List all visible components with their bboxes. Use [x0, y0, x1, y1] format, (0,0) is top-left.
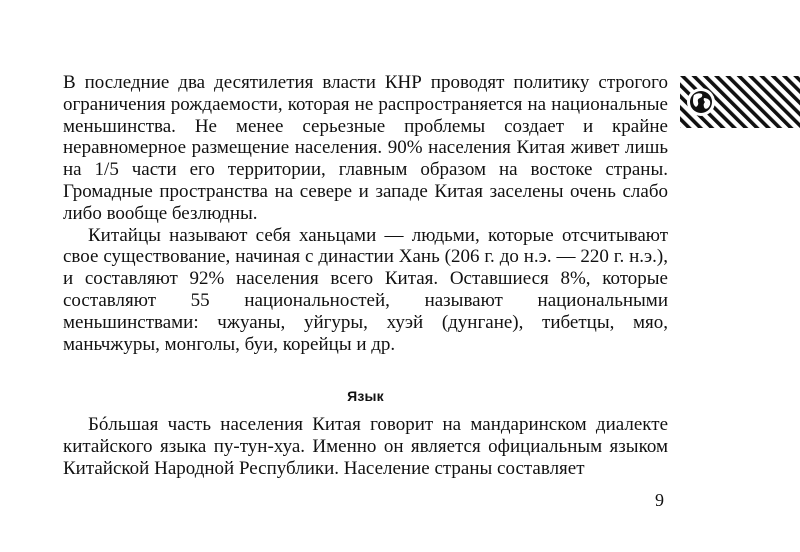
- hatched-stripe-icon: [680, 76, 800, 128]
- paragraph-birth-policy: В последние два десятилетия власти КНР проводят политику строгого ограничения рождаемости, которая не распространяется на национальные меньшинства. Не менее серьезные проблемы создает и крайне неравномерное размещение населения. 90% населения Китая живет лишь на 1/5 части его территории, главным образом на востоке страны. Громадные пространства на севере и западе Китая заселены очень слабо либо вообще безлюдны.: [63, 72, 668, 224]
- paragraph-language: Бóльшая часть населения Китая говорит на мандаринском диалекте китайского языка пу-тун-хуа. Именно он является официальным языком Китайской Народной Республики. Население страны составляет: [63, 414, 668, 479]
- page-number: 9: [655, 490, 664, 510]
- body-text-top: [63, 72, 668, 355]
- globe-icon: [687, 88, 715, 116]
- chapter-side-marker: [680, 76, 800, 128]
- section-heading-language: Язык: [347, 388, 384, 404]
- body-text-bottom: [63, 414, 668, 479]
- paragraph-han-chinese: Китайцы называют себя ханьцами — людьми, которые отсчитывают свое существование, начиная с династии Хань (206 г. до н.э. — 220 г. н.э.), и составляют 92% населения всего Китая. Оставшиеся 8%, которые составляют 55 национальностей, называют национальными меньшинствами: чжуаны, уйгуры, хуэй (дунгане), тибетцы, мяо, маньчжуры, монголы, буи, корейцы и др.: [63, 224, 668, 355]
